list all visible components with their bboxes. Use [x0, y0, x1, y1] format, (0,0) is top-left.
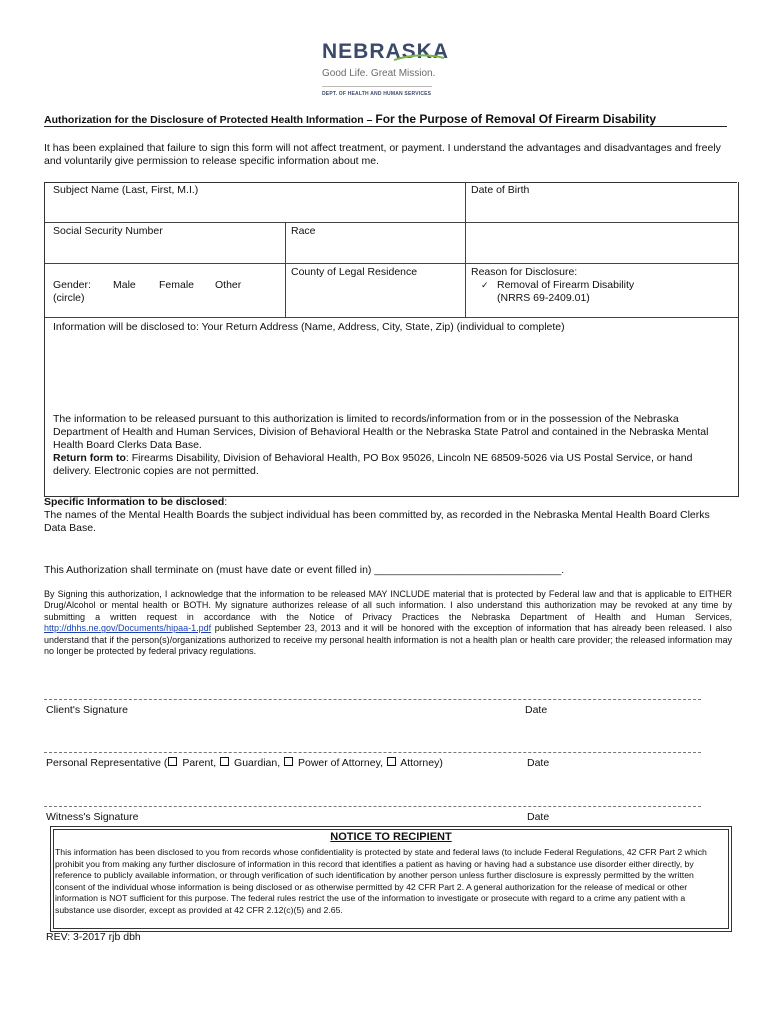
notice-body: This information has been disclosed to you from records whose confidentiality is protected by state and federal laws (to include Federal Regulations, 42 CFR Part 2 which prohibit you from making any further disclosure of information in this record that identifies a patient as having or having had a substance use disorder either directly, by reference to publicly available information, or through verification of such identification by another person unless further disclosure is expressly permitted by the written consent of the individual whose information is being disclosed or as otherwise permitted by 42 CFR Part 2. A general authorization for the release of medical or other information is NOT sufficient for this purpose. The federal rules restrict the use of the information to investigate or prosecute with regard to a crime any patient with a substance use disorder, except as provided at 42 CFR 2.12(c)(5) and 2.65.	[55, 847, 707, 915]
guardian-checkbox[interactable]	[220, 757, 229, 766]
client-date-label: Date	[525, 704, 548, 716]
county-field[interactable]: County of Legal Residence	[291, 266, 418, 278]
form-title	[44, 112, 656, 126]
parent-checkbox[interactable]	[168, 757, 177, 766]
row-divider	[45, 263, 738, 264]
rep-signature-line[interactable]	[44, 752, 701, 753]
logo-swoosh-icon	[394, 54, 444, 62]
limitation-text: The information to be released pursuant to this authorization is limited to records/information from or in the possession of the Nebraska Department of Health and Human Services, Division of Behavioral Health or the Nebraska State Patrol and contained in the Nebraska Mental Health Board Clerks Data Base.	[53, 413, 709, 451]
witness-signature-line[interactable]	[44, 806, 701, 807]
witness-signature-label: Witness's Signature	[46, 811, 139, 823]
form-title-part1: Authorization for the Disclosure of Protected Health Information –	[44, 114, 376, 126]
title-underline	[44, 126, 727, 127]
rep-attorney: Attorney)	[397, 757, 443, 769]
reason-label: Reason for Disclosure:	[471, 266, 578, 278]
row-divider	[45, 317, 738, 318]
nebraska-logo	[318, 40, 448, 102]
rep-prefix: Personal Representative (	[46, 757, 168, 769]
client-signature-label: Client's Signature	[46, 704, 128, 716]
signing-text-2: published September 23, 2013 and it will be honored with the exception of information that has already been released. I also understand that if the person(s)/organizations authorized to receive my personal health information is not a health plan or health care provider; the released information may no longer be protected by federal privacy regulations.	[44, 623, 732, 657]
specific-info	[44, 496, 734, 535]
intro-paragraph: It has been explained that failure to sign this form will not affect treatment, or payment. I understand the advantages and disadvantages and freely and voluntarily give permission to release specific information about me.	[44, 142, 721, 167]
gender-other-option[interactable]: Other	[215, 279, 242, 291]
row-divider	[45, 222, 738, 223]
specific-text: The names of the Mental Health Boards the subject individual has been committed by, as recorded in the Nebraska Mental Health Board Clerks Data Base.	[44, 509, 710, 534]
race-field[interactable]: Race	[291, 225, 316, 237]
form-table	[44, 182, 739, 497]
notice-title: NOTICE TO RECIPIENT	[330, 831, 452, 843]
signing-paragraph	[44, 589, 732, 657]
return-text: : Firearms Disability, Division of Behavioral Health, PO Box 95026, Lincoln NE 68509-5026 via US Postal Service, or hand delivery. Electronic copies are not permitted.	[53, 452, 693, 477]
privacy-notice-link[interactable]: http://dhhs.ne.gov/Documents/hipaa-1.pdf	[44, 623, 212, 634]
gender-label: Gender:	[53, 279, 91, 291]
signing-text-1: By Signing this authorization, I acknowledge that the information to be released MAY INCLUDE material that is protected by Federal law and that is applicable to EITHER Drug/Alcohol or mental health or BOTH. My signature authorizes release of all such information. I also understand this authorization may be revoked at any time by submitting a written request in accordance with the Notice of Privacy Practices the Nebraska Department of Health and Human Services,	[44, 589, 732, 622]
ssn-field[interactable]: Social Security Number	[53, 225, 163, 237]
gender-male-option[interactable]: Male	[113, 279, 136, 291]
col-divider	[465, 182, 466, 317]
revision-label: REV: 3-2017 rjb dbh	[46, 931, 141, 943]
col-divider	[285, 222, 286, 317]
gender-circle-hint: (circle)	[53, 292, 85, 304]
rep-poa: Power of Attorney,	[295, 757, 386, 769]
limitation-paragraph	[53, 413, 733, 478]
logo-tagline: Good Life. Great Mission.	[322, 68, 436, 79]
witness-date-label: Date	[527, 811, 550, 823]
logo-wordmark: NEBRASKA	[322, 40, 450, 63]
rep-parent: Parent,	[179, 757, 220, 769]
termination-field[interactable]: This Authorization shall terminate on (must have date or event filled in) ________________________________.	[44, 564, 565, 576]
specific-colon: :	[224, 496, 228, 508]
specific-label: Specific Information to be disclosed	[44, 496, 225, 508]
return-label: Return form to	[53, 452, 126, 464]
rep-date-label: Date	[527, 757, 550, 769]
reason-value: Removal of Firearm Disability	[497, 279, 635, 291]
notice-box	[50, 826, 732, 932]
rep-signature-label	[46, 757, 443, 769]
disclosed-to-field[interactable]: Information will be disclosed to: Your Return Address (Name, Address, City, State, Zip) (individual to complete)	[53, 321, 565, 333]
form-title-part2: For the Purpose of Removal Of Firearm Disability	[375, 112, 657, 126]
dob-field[interactable]: Date of Birth	[471, 184, 530, 196]
client-signature-line[interactable]	[44, 699, 701, 700]
subject-name-field[interactable]: Subject Name (Last, First, M.I.)	[53, 184, 199, 196]
logo-dept: DEPT. OF HEALTH AND HUMAN SERVICES	[322, 91, 432, 97]
poa-checkbox[interactable]	[284, 757, 293, 766]
reason-check-icon: ✓	[481, 280, 489, 290]
logo-divider	[322, 86, 432, 87]
reason-statute: (NRRS 69-2409.01)	[497, 292, 590, 304]
rep-guardian: Guardian,	[231, 757, 284, 769]
attorney-checkbox[interactable]	[387, 757, 396, 766]
gender-female-option[interactable]: Female	[159, 279, 195, 291]
